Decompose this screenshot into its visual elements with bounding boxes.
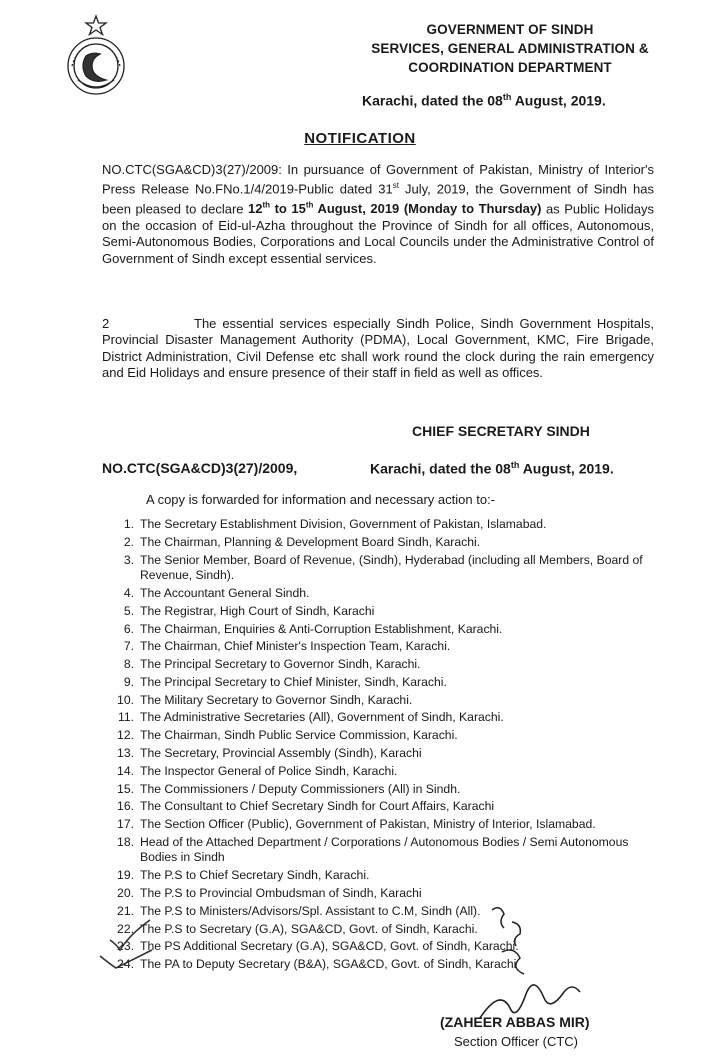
letterhead	[340, 20, 680, 77]
copy-recipient-item	[108, 728, 660, 744]
copy-recipient-text: The P.S to Ministers/Advisors/Spl. Assistant to C.M, Sindh (All).	[140, 903, 481, 918]
copy-date	[370, 460, 614, 477]
copy-recipient-text: The Secretary Establishment Division, Government of Pakistan, Islamabad.	[140, 517, 547, 531]
copy-recipient-text: The Chairman, Planning & Development Board Sindh, Karachi.	[140, 534, 481, 549]
copy-recipient-item	[108, 553, 660, 584]
copy-recipient-text: The P.S to Secretary (G.A), SGA&CD, Govt. of Sindh, Karachi.	[140, 921, 478, 936]
copy-recipient-item	[108, 764, 660, 780]
issue-date-sup: th	[502, 92, 512, 102]
copy-intro: A copy is forwarded for information and necessary action to:-	[146, 492, 496, 507]
issue-date	[362, 92, 662, 109]
copy-recipient-number: 1.	[123, 517, 134, 531]
copy-recipient-text: The Commissioners / Deputy Commissioners (All) in Sindh.	[140, 781, 461, 796]
copy-recipient-text: The Administrative Secretaries (All), Government of Sindh, Karachi.	[140, 710, 504, 725]
copy-recipient-number: 17.	[117, 817, 134, 832]
copy-recipient-text: The PS Additional Secretary (G.A), SGA&CD, Govt. of Sindh, Karachi.	[140, 939, 519, 954]
copy-recipient-number: 9.	[123, 674, 134, 689]
copy-recipient-item	[108, 622, 660, 638]
copy-recipient-item	[108, 886, 660, 902]
handwritten-tick-mark-icon	[88, 912, 158, 972]
copy-recipient-text: The Principal Secretary to Governor Sindh, Karachi.	[140, 657, 421, 672]
copy-recipient-item	[108, 535, 660, 551]
copy-recipient-item	[108, 657, 660, 673]
copy-recipient-number: 13.	[117, 745, 134, 760]
holiday-end-day: to 15	[270, 201, 306, 217]
copy-recipient-number: 21.	[117, 903, 134, 918]
copy-recipient-item	[108, 868, 660, 884]
copy-recipient-item	[108, 675, 660, 691]
holiday-end-sup: th	[305, 201, 314, 211]
letterhead-line-2: SERVICES, GENERAL ADMINISTRATION &	[371, 41, 649, 56]
copy-recipient-item	[108, 710, 660, 726]
notification-title: NOTIFICATION	[304, 130, 416, 147]
holiday-start-day: 12	[248, 201, 263, 217]
copy-recipient-number: 15.	[117, 781, 134, 796]
copy-recipient-number: 16.	[117, 799, 134, 814]
para1-text-c: as Public Holidays on the occasion of Eid-ul-Azha throughout the Province of Sindh for all offices, Autonomous, Semi-Autonomous Bodies, Corporations and Local Councils under the Administrative Control of Government of Sindh except essential services.	[102, 201, 654, 266]
signatory-designation: Section Officer (CTC)	[454, 1034, 579, 1049]
government-seal-icon	[58, 14, 134, 98]
copy-recipient-item	[108, 517, 660, 533]
copy-recipient-text: The Registrar, High Court of Sindh, Karachi	[140, 603, 375, 618]
copy-recipient-number: 3.	[123, 552, 134, 567]
copy-recipient-item	[108, 782, 660, 798]
copy-recipient-item	[108, 835, 660, 866]
copy-recipient-item	[108, 746, 660, 762]
copy-recipient-number: 20.	[117, 886, 134, 901]
copy-recipient-number: 7.	[123, 639, 134, 654]
copy-recipient-number: 19.	[117, 868, 134, 883]
copy-recipient-number: 4.	[123, 585, 134, 600]
copy-date-sup: th	[510, 460, 520, 470]
copy-recipient-text: The Accountant General Sindh.	[140, 585, 310, 600]
para1-text-a: NO.CTC(SGA&CD)3(27)/2009: In pursuance of Government of Pakistan, Ministry of Interior's Press Release No.FNo.1/4/2019-Public dated 31	[102, 162, 654, 197]
letterhead-line-1: GOVERNMENT OF SINDH	[426, 22, 594, 37]
copy-recipient-item	[108, 939, 660, 955]
copy-reference-number: NO.CTC(SGA&CD)3(27)/2009,	[102, 460, 298, 476]
copy-recipient-number: 18.	[117, 834, 134, 849]
copy-recipient-number: 5.	[123, 603, 134, 618]
copy-recipient-text: The Secretary, Provincial Assembly (Sindh), Karachi	[140, 745, 422, 760]
copy-recipient-item	[108, 693, 660, 709]
copy-recipient-text: The Inspector General of Police Sindh, Karachi.	[140, 763, 398, 778]
copy-recipient-text: The Chairman, Enquiries & Anti-Corruption Establishment, Karachi.	[140, 621, 503, 636]
para1-text-b: July, 2019, the Government of Sindh has been pleased to declare	[102, 181, 655, 217]
copy-recipient-text: The Military Secretary to Governor Sindh, Karachi.	[140, 692, 413, 707]
copy-recipient-number: 12.	[117, 728, 134, 743]
copy-recipient-text: The Senior Member, Board of Revenue, (Sindh), Hyderabad (including all Members, Board of Revenue, Sindh).	[140, 552, 643, 583]
notification-paragraph-2	[102, 316, 654, 382]
copy-date-prefix: Karachi, dated the 08	[370, 460, 511, 477]
copy-recipient-number: 14.	[117, 763, 134, 778]
chief-secretary-signoff: CHIEF SECRETARY SINDH	[412, 423, 590, 439]
holiday-dates	[248, 201, 541, 216]
copy-recipient-number: 11.	[117, 710, 134, 725]
copy-recipient-text: The PA to Deputy Secretary (B&A), SGA&CD, Govt. of Sindh, Karachi	[140, 957, 517, 972]
copy-recipient-item	[108, 639, 660, 655]
copy-recipient-number: 10.	[117, 692, 134, 707]
copy-recipient-number: 8.	[123, 657, 134, 672]
copy-recipient-text: The P.S to Chief Secretary Sindh, Karachi.	[140, 868, 370, 883]
copy-recipient-text: The Section Officer (Public), Government of Pakistan, Ministry of Interior, Islamabad.	[140, 817, 596, 832]
copy-recipient-text: The P.S to Provincial Ombudsman of Sindh, Karachi	[140, 886, 422, 901]
copy-recipient-text: The Consultant to Chief Secretary Sindh for Court Affairs, Karachi	[140, 799, 495, 814]
copy-recipient-text: The Chairman, Chief Minister's Inspection Team, Karachi.	[140, 639, 451, 654]
letterhead-line-3: COORDINATION DEPARTMENT	[408, 60, 612, 75]
notification-paragraph-1	[102, 162, 654, 267]
copy-recipient-text: Head of the Attached Department / Corporations / Autonomous Bodies / Semi Autonomous Bodies in Sindh	[140, 834, 629, 865]
holiday-month-days: August, 2019 (Monday to Thursday)	[313, 201, 542, 217]
copy-recipient-item	[108, 604, 660, 620]
copy-recipient-number: 24.	[117, 957, 134, 972]
copy-recipient-text: The Principal Secretary to Chief Minister, Sindh, Karachi.	[140, 674, 447, 689]
copy-recipient-number: 22.	[117, 921, 134, 936]
copy-recipient-item	[108, 904, 660, 920]
copy-recipient-item	[108, 586, 660, 602]
copy-recipient-list	[108, 517, 660, 975]
copy-recipient-number: 23.	[117, 939, 134, 954]
issue-date-prefix: Karachi, dated the 08	[362, 92, 503, 109]
copy-recipient-number: 6.	[123, 621, 134, 636]
para2-number: 2	[102, 316, 110, 331]
para1-sup-a: st	[392, 181, 399, 191]
holiday-start-sup: th	[262, 201, 271, 211]
para2-text: The essential services especially Sindh Police, Sindh Government Hospitals, Provincial Disaster Management Authority (PDMA), Local Government, KMC, Fire Brigade, District Administration, Civil Defense etc shall work round the clock during the rain emergency and Eid Holidays and ensure presence of their staff in field as well as offices.	[102, 316, 654, 381]
copy-recipient-item	[108, 799, 660, 815]
copy-recipient-text: The Chairman, Sindh Public Service Commission, Karachi.	[140, 728, 458, 743]
copy-recipient-number: 2.	[123, 534, 134, 549]
copy-recipient-item	[108, 922, 660, 938]
issue-date-suffix: August, 2019.	[511, 92, 606, 109]
handwritten-marks-icon	[472, 900, 562, 976]
copy-recipient-item	[108, 817, 660, 833]
copy-date-suffix: August, 2019.	[519, 460, 614, 477]
signatory-name: (ZAHEER ABBAS MIR)	[440, 1014, 590, 1030]
